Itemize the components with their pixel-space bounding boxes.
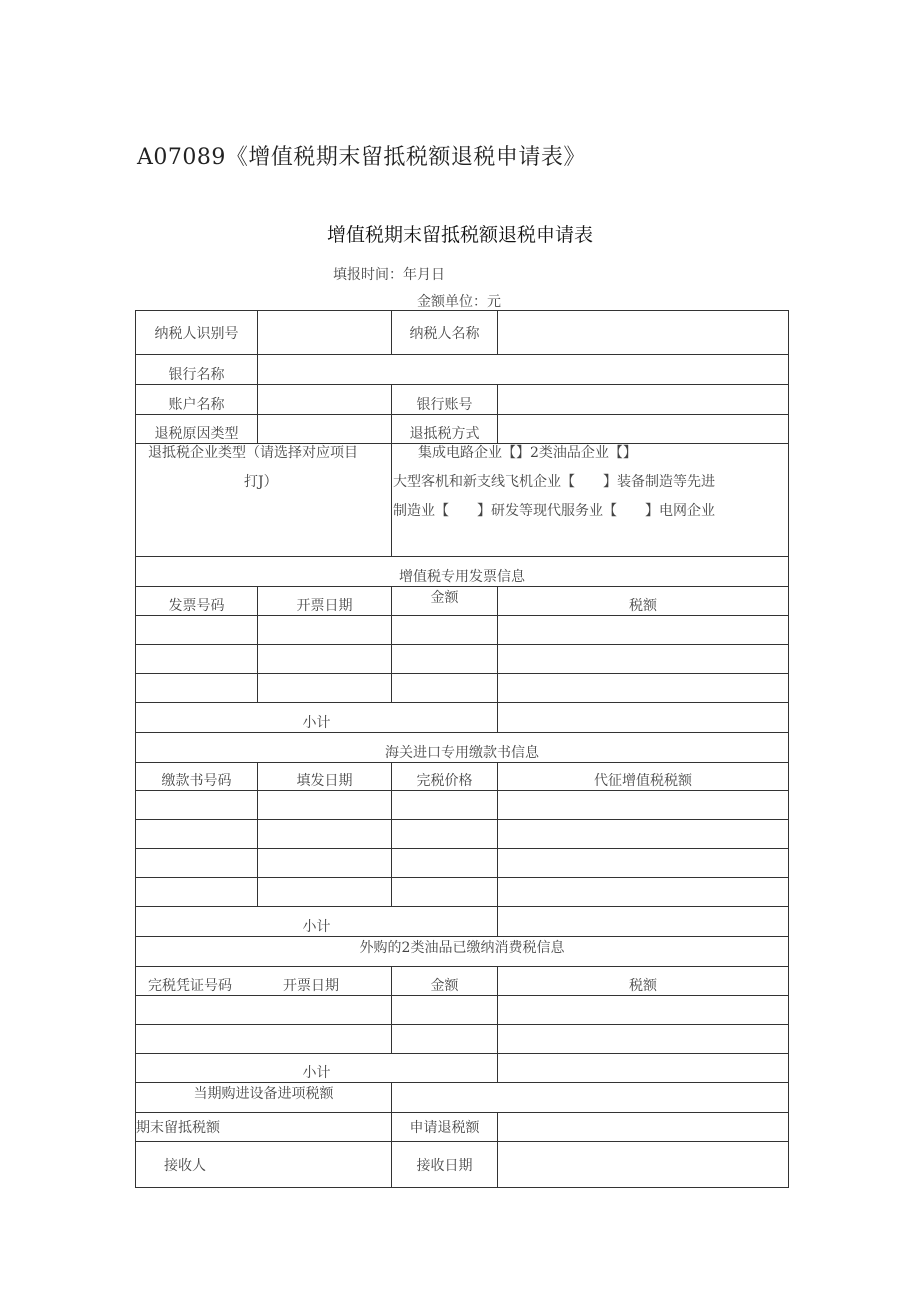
customs-section-title: 海关进口专用缴款书信息 — [135, 732, 788, 762]
invoice-row-2-amount[interactable] — [391, 644, 497, 673]
invoice-row-1-tax[interactable] — [497, 615, 788, 644]
customs-header-date: 填发日期 — [257, 762, 391, 790]
bank-name-label: 银行名称 — [135, 354, 257, 384]
refund-reason-type-label: 退税原因类型 — [135, 414, 257, 443]
document-code-title: A07089《增值税期末留抵税额退税申请表》 — [137, 145, 586, 170]
customs-subtotal-label: 小计 — [135, 906, 497, 936]
oil-section-title: 外购的2类油品已缴纳消费税信息 — [135, 936, 788, 966]
ending-credit-label: 期末留抵税额 — [135, 1112, 391, 1141]
table-bottom-border — [135, 1187, 789, 1188]
receive-date-label: 接收日期 — [391, 1141, 497, 1187]
invoice-row-3-number[interactable] — [135, 673, 257, 702]
invoice-header-tax: 税额 — [497, 586, 788, 615]
form-title: 增值税期末留抵税额退税申请表 — [326, 224, 593, 246]
invoice-row-1-date[interactable] — [257, 615, 391, 644]
refund-method-label: 退抵税方式 — [391, 414, 497, 443]
taxpayer-id-label: 纳税人识别号 — [135, 310, 257, 354]
invoice-section-title: 增值税专用发票信息 — [135, 556, 788, 586]
taxpayer-name-label: 纳税人名称 — [391, 310, 497, 354]
invoice-row-2-date[interactable] — [257, 644, 391, 673]
receiver-label-cell — [135, 1141, 391, 1187]
customs-header-price: 完税价格 — [391, 762, 497, 790]
invoice-row-3-date[interactable] — [257, 673, 391, 702]
enterprise-options-line2: 大型客机和新支线飞机企业【 】装备制造等先进 — [393, 474, 715, 490]
oil-header-date: 开票日期 — [283, 978, 339, 994]
oil-row-2-amount[interactable] — [391, 1024, 497, 1053]
oil-subtotal-field[interactable] — [497, 1053, 788, 1082]
invoice-subtotal-field[interactable] — [497, 702, 788, 732]
refund-requested-field[interactable] — [497, 1112, 788, 1141]
bank-account-label: 银行账号 — [391, 384, 497, 414]
invoice-row-3-amount[interactable] — [391, 673, 497, 702]
customs-row-3-price[interactable] — [391, 848, 497, 877]
amount-unit-label: 金额单位：元 — [417, 294, 501, 310]
customs-row-3-number[interactable] — [135, 848, 257, 877]
fill-time-label: 填报时间：年月日 — [333, 267, 445, 283]
customs-subtotal-field[interactable] — [497, 906, 788, 936]
invoice-row-1-number[interactable] — [135, 615, 257, 644]
oil-subtotal-label: 小计 — [135, 1053, 497, 1082]
customs-row-4-vat[interactable] — [497, 877, 788, 906]
equipment-tax-field[interactable] — [391, 1082, 788, 1112]
receiver-label: 接收人 — [164, 1157, 206, 1174]
enterprise-type-label-line2: 打J） — [244, 474, 278, 490]
customs-row-4-number[interactable] — [135, 877, 257, 906]
invoice-row-2-number[interactable] — [135, 644, 257, 673]
invoice-header-number: 发票号码 — [135, 586, 257, 615]
invoice-row-1-amount[interactable] — [391, 615, 497, 644]
customs-row-4-date[interactable] — [257, 877, 391, 906]
invoice-row-3-tax[interactable] — [497, 673, 788, 702]
oil-row-2-voucher[interactable] — [135, 1024, 391, 1053]
account-name-label: 账户名称 — [135, 384, 257, 414]
equipment-tax-label: 当期购进设备进项税额 — [135, 1082, 391, 1112]
customs-header-number: 缴款书号码 — [135, 762, 257, 790]
invoice-header-date: 开票日期 — [257, 586, 391, 615]
customs-row-3-vat[interactable] — [497, 848, 788, 877]
customs-row-3-date[interactable] — [257, 848, 391, 877]
taxpayer-id-field[interactable] — [257, 310, 391, 354]
oil-row-1-tax[interactable] — [497, 995, 788, 1024]
customs-row-1-price[interactable] — [391, 790, 497, 819]
customs-row-2-number[interactable] — [135, 819, 257, 848]
account-name-field[interactable] — [257, 384, 391, 414]
oil-header-tax: 税额 — [497, 966, 788, 995]
receive-date-field[interactable] — [497, 1141, 788, 1187]
oil-header-amount: 金额 — [391, 966, 497, 995]
bank-account-field[interactable] — [497, 384, 788, 414]
customs-row-2-date[interactable] — [257, 819, 391, 848]
enterprise-options-line1: 集成电路企业【】2类油品企业【】 — [418, 445, 637, 461]
oil-header-voucher: 完税凭证号码 — [148, 978, 232, 994]
invoice-subtotal-label: 小计 — [135, 702, 497, 732]
enterprise-options-line3: 制造业【 】研发等现代服务业【 】电网企业 — [393, 503, 715, 519]
customs-row-1-vat[interactable] — [497, 790, 788, 819]
oil-row-2-tax[interactable] — [497, 1024, 788, 1053]
oil-row-1-voucher[interactable] — [135, 995, 391, 1024]
taxpayer-name-field[interactable] — [497, 310, 788, 354]
customs-row-1-date[interactable] — [257, 790, 391, 819]
invoice-row-2-tax[interactable] — [497, 644, 788, 673]
customs-row-2-price[interactable] — [391, 819, 497, 848]
bank-name-field[interactable] — [257, 354, 788, 384]
table-right-border — [788, 310, 789, 1188]
enterprise-type-label-line1: 退抵税企业类型（请选择对应项目 — [148, 445, 358, 461]
customs-row-4-price[interactable] — [391, 877, 497, 906]
refund-requested-label: 申请退税额 — [391, 1112, 497, 1141]
customs-header-vat: 代征增值税税额 — [497, 762, 788, 790]
oil-header-voucher-date-cell — [135, 966, 391, 995]
customs-row-1-number[interactable] — [135, 790, 257, 819]
oil-row-1-amount[interactable] — [391, 995, 497, 1024]
invoice-header-amount: 金额 — [391, 586, 497, 615]
customs-row-2-vat[interactable] — [497, 819, 788, 848]
